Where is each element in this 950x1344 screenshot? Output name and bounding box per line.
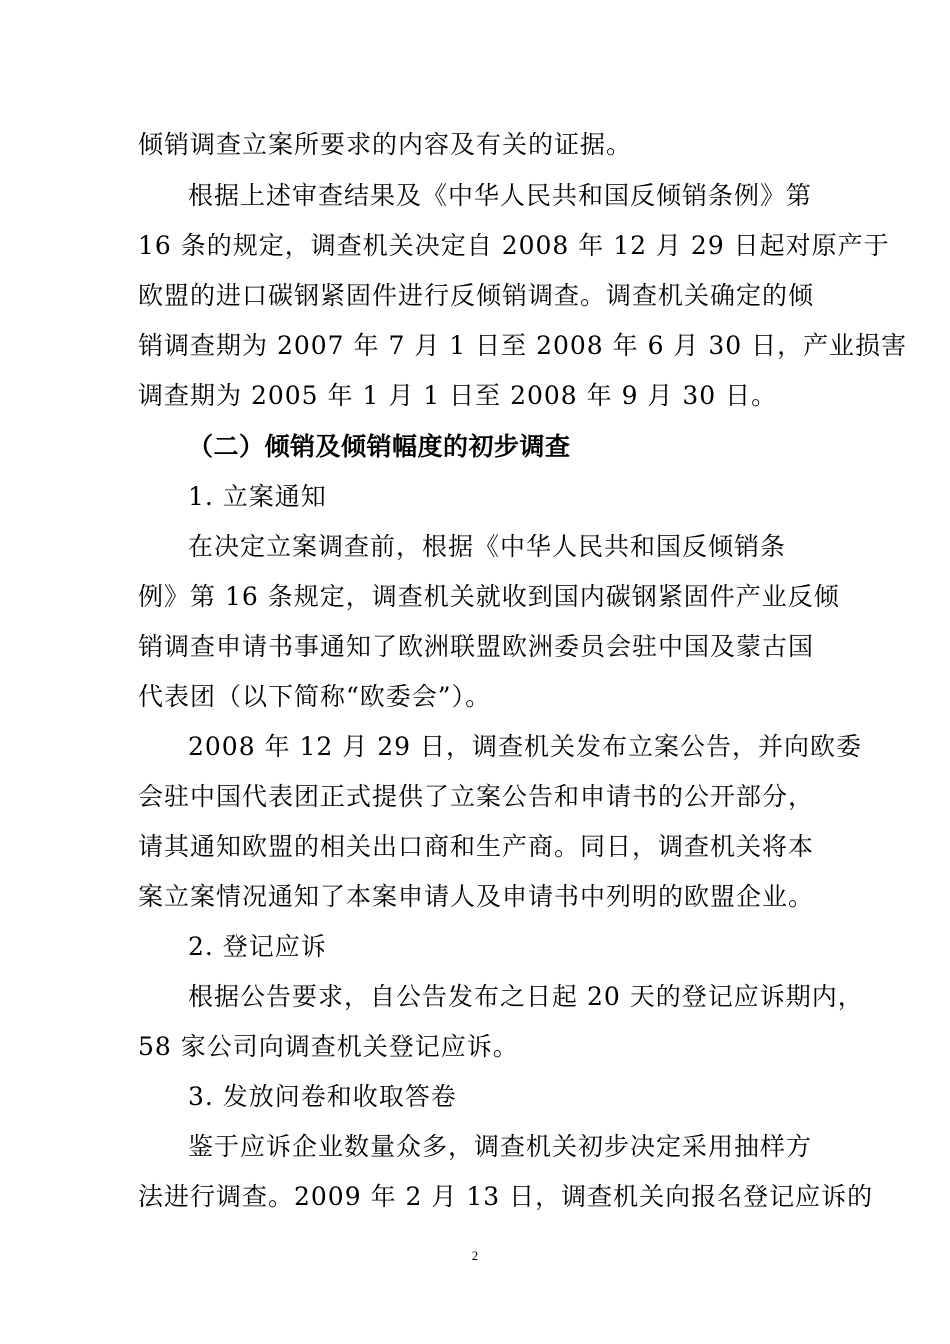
- paragraph-line: 销调查申请书事通知了欧洲联盟欧洲委员会驻中国及蒙古国: [138, 632, 815, 661]
- paragraph-line: 根据上述审查结果及《中华人民共和国反倾销条例》第: [188, 181, 813, 210]
- subsection-title: 1. 立案通知: [188, 482, 327, 511]
- subsection-title: 2. 登记应诉: [188, 932, 327, 961]
- subsection-title: 3. 发放问卷和收取答卷: [188, 1082, 457, 1111]
- section-heading: （二）倾销及倾销幅度的初步调查: [188, 432, 571, 461]
- paragraph-line: 倾销调查立案所要求的内容及有关的证据。: [138, 130, 633, 159]
- paragraph-line: 2008 年 12 月 29 日，调查机关发布立案公告，并向欧委: [188, 732, 862, 761]
- paragraph-line: 会驻中国代表团正式提供了立案公告和申请书的公开部分，: [138, 782, 815, 811]
- paragraph-line: 案立案情况通知了本案申请人及申请书中列明的欧盟企业。: [138, 882, 815, 911]
- paragraph-line: 58 家公司向调查机关登记应诉。: [138, 1032, 519, 1061]
- paragraph-line: 16 条的规定，调查机关决定自 2008 年 12 月 29 日起对原产于: [138, 231, 890, 260]
- paragraph-line: 请其通知欧盟的相关出口商和生产商。同日，调查机关将本: [138, 832, 815, 861]
- paragraph-line: 鉴于应诉企业数量众多，调查机关初步决定采用抽样方: [188, 1132, 813, 1161]
- paragraph-line: 法进行调查。2009 年 2 月 13 日，调查机关向报名登记应诉的: [138, 1182, 874, 1211]
- paragraph-line: 在决定立案调查前，根据《中华人民共和国反倾销条: [188, 532, 787, 561]
- paragraph-line: 代表团（以下简称“欧委会”）。: [138, 682, 492, 711]
- paragraph-line: 欧盟的进口碳钢紧固件进行反倾销调查。调查机关确定的倾: [138, 281, 815, 310]
- page-number: 2: [471, 1248, 479, 1263]
- paragraph-line: 销调查期为 2007 年 7 月 1 日至 2008 年 6 月 30 日，产业损害: [138, 331, 908, 360]
- paragraph-line: 例》第 16 条规定，调查机关就收到国内碳钢紧固件产业反倾: [138, 582, 840, 611]
- paragraph-line: 调查期为 2005 年 1 月 1 日至 2008 年 9 月 30 日。: [138, 381, 778, 410]
- paragraph-line: 根据公告要求，自公告发布之日起 20 天的登记应诉期内，: [188, 982, 864, 1011]
